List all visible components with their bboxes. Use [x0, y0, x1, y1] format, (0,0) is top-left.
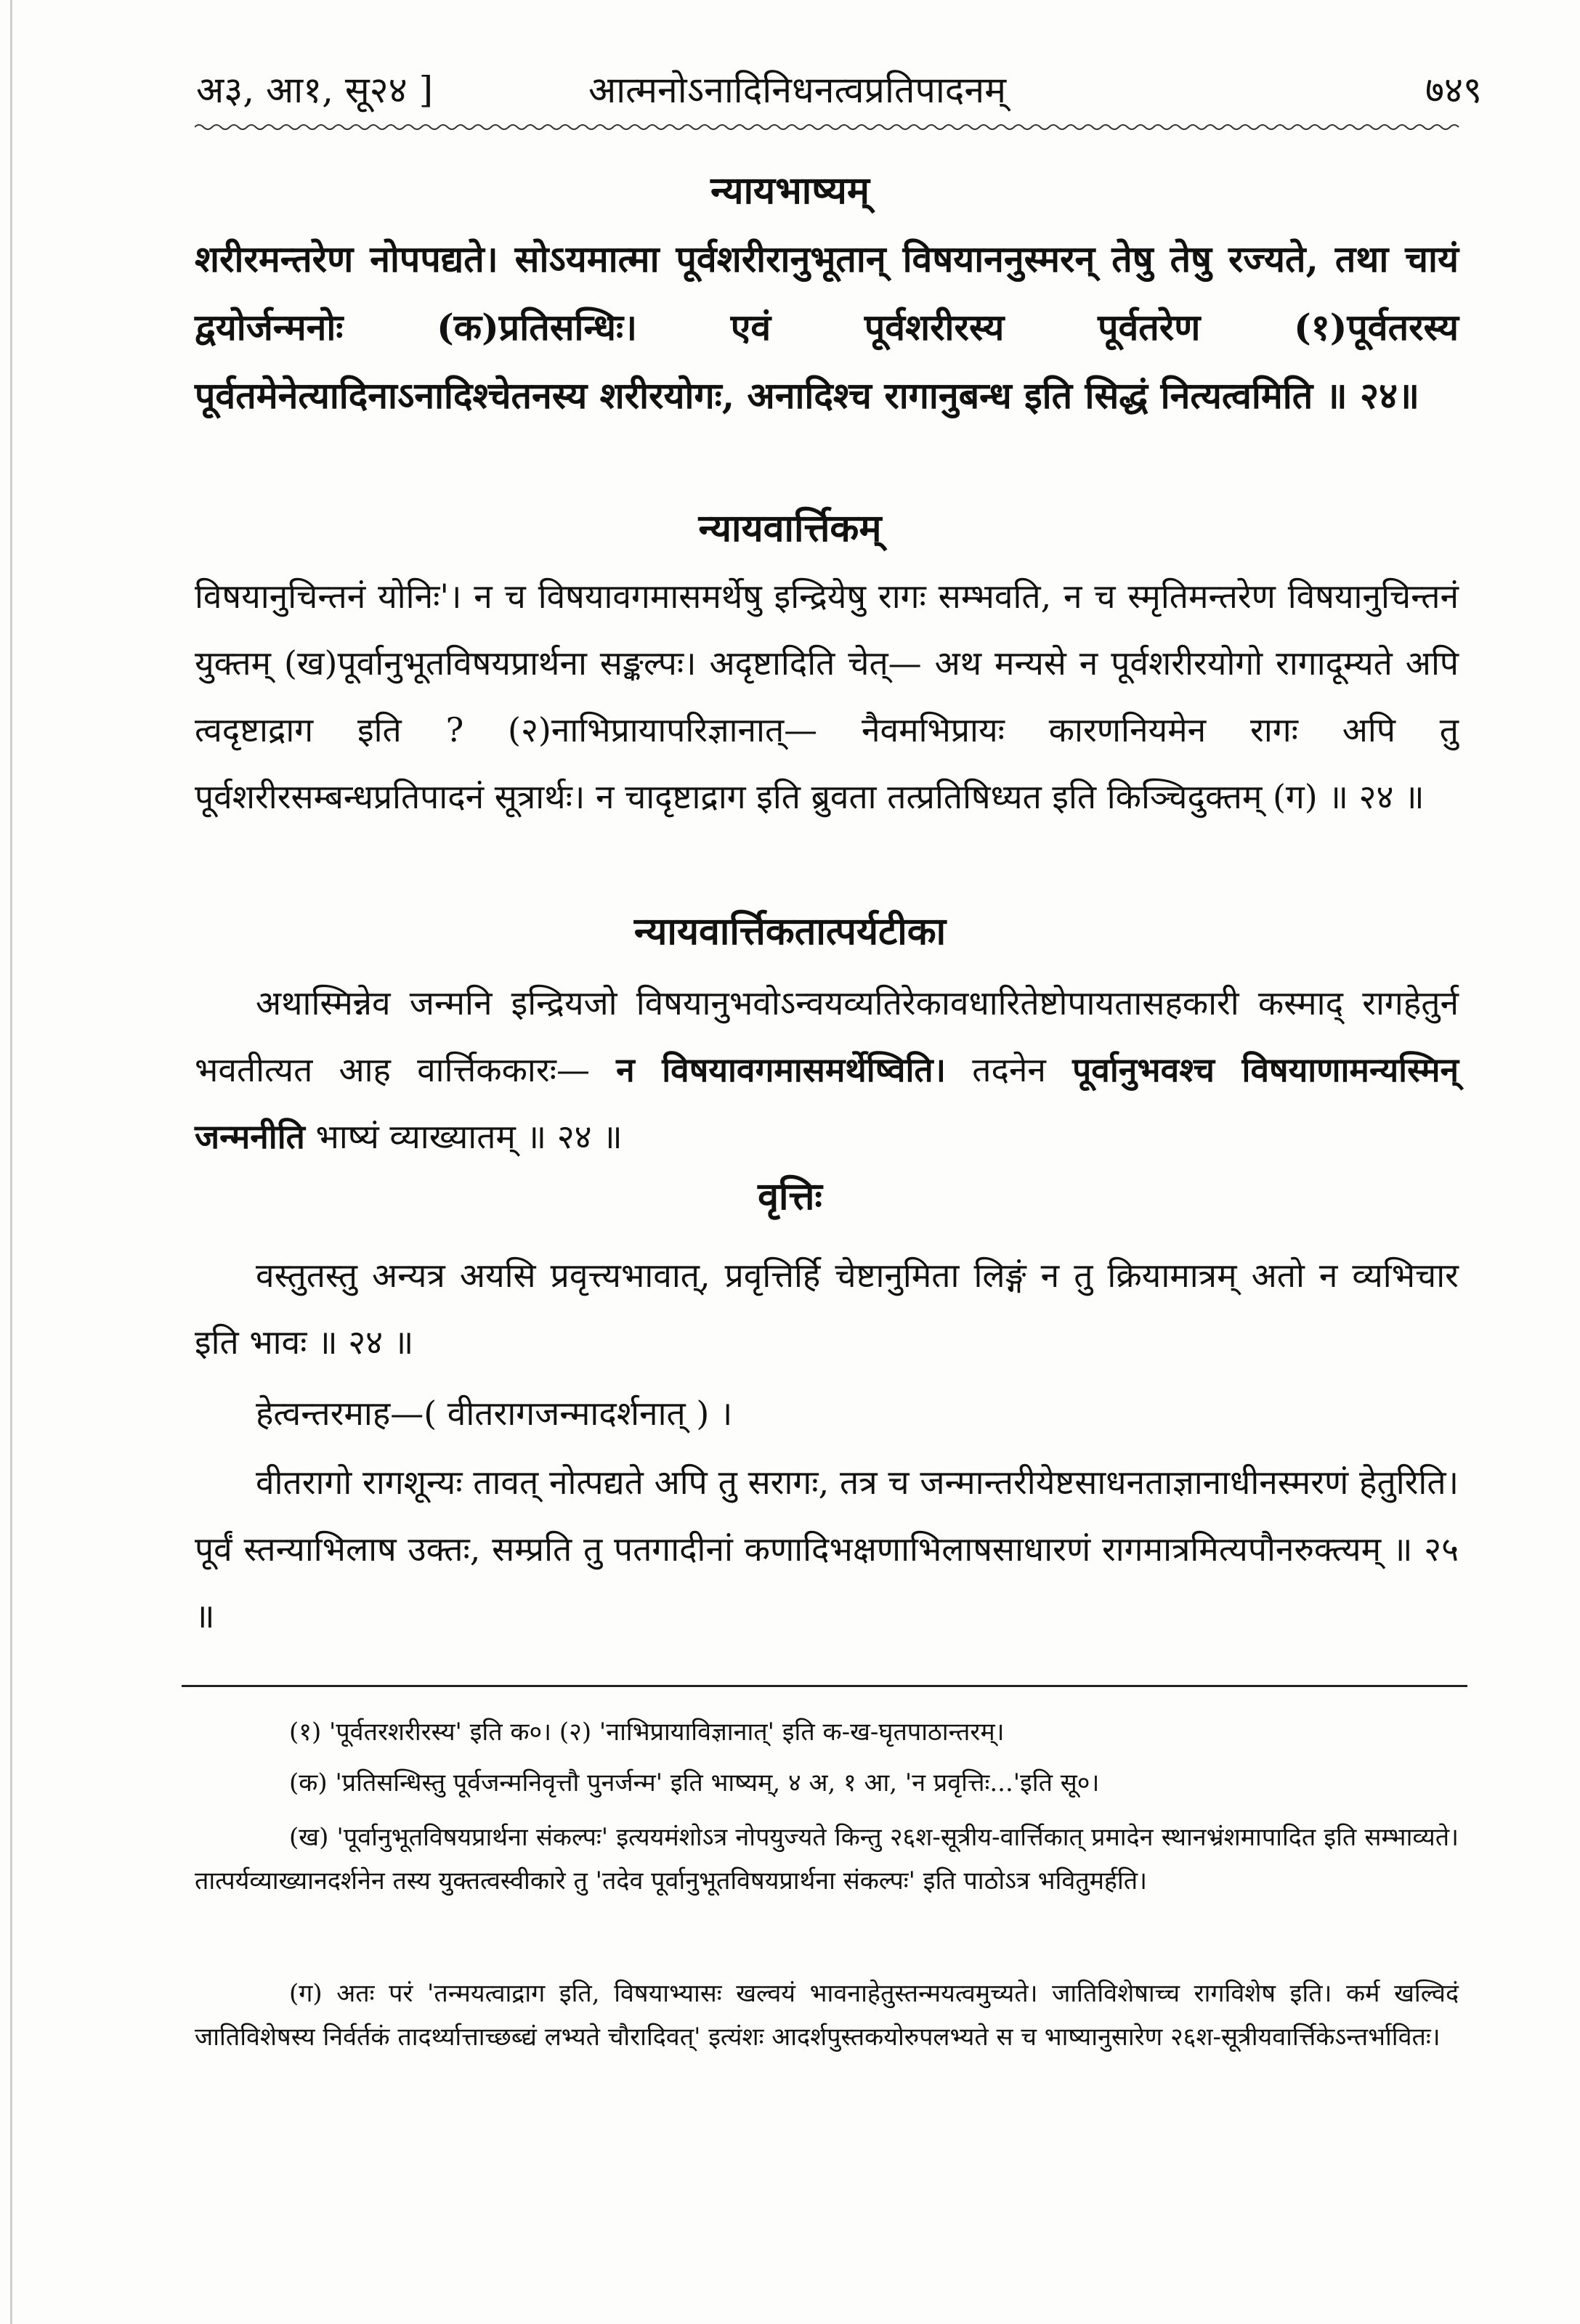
- wavy-rule: [195, 122, 1488, 132]
- tika-text: [195, 970, 1459, 1170]
- tika-text-regular: अथास्मिन्नेव जन्मनि इन्द्रियजो विषयानुभवोऽन्वयव्यतिरेकावधारितेष्टोपायतासहकारी कस्माद् रागहेतुर्न भवतीत्यत आह वार्त्तिककारः—: [195, 983, 1459, 1089]
- footnote-kha: (ख) 'पूर्वानुभूतविषयप्रार्थना संकल्पः' इत्ययमंशोऽत्र नोपयुज्यते किन्तु २६श-सूत्रीय-वार्त्तिकात् प्रमादेन स्थानभ्रंशमापादित इति सम्भाव्यते। तात्पर्यव्याख्यानदर्शनेन तस्य युक्तत्वस्वीकारे तु 'तदेव पूर्वानुभूतविषयप्रार्थना संकल्पः' इति पाठोऽत्र भवितुमर्हति।: [195, 1823, 1459, 1896]
- vritti-para-1: वस्तुतस्तु अन्यत्र अयसि प्रवृत्त्यभावात्, प्रवृत्तिर्हि चेष्टानुमिता लिङ्गं न तु क्रियामात्रम् अतो न व्यभिचार इति भावः ॥ २४ ॥: [195, 1256, 1459, 1362]
- footnote-ga: (ग) अतः परं 'तन्मयत्वाद्राग इति, विषयाभ्यासः खल्वयं भावनाहेतुस्तन्मयत्वमुच्यते। जातिविशेषाच्च रागविशेष इति। कर्म खल्विदं जातिविशेषस्य निर्वर्तकं तादर्थ्यात्ताच्छब्द्यं लभ्यते चौरादिवत्' इत्यंशः आदर्शपुस्तकयोरुपलभ्यते स च भाष्यानुसारेण २६श-सूत्रीयवार्त्तिकेऽन्तर्भावितः।: [195, 1979, 1459, 2052]
- section-title-vritti: वृत्तिः: [758, 1174, 822, 1219]
- header-reference: अ३, आ१, सू२४ ]: [196, 69, 434, 111]
- footnote-1: (१) 'पूर्वतरशरीरस्य' इति क०। (२) 'नाभिप्रायाविज्ञानात्' इति क-ख-घृतपाठान्तरम्।: [289, 1718, 1005, 1747]
- bhashya-text: शरीरमन्तरेण नोपपद्यते। सोऽयमात्मा पूर्वशरीरानुभूतान् विषयाननुस्मरन् तेषु तेषु रज्यते, तथा चायं द्वयोर्जन्मनोः (क)प्रतिसन्धिः। एवं पूर्वशरीरस्य पूर्वतरेण (१)पूर्वतरस्य पूर्वतमेनेत्यादिनाऽनादिश्चेतनस्य शरीरयोगः, अनादिश्च रागानुबन्ध इति सिद्धं नित्यत्वमिति ॥ २४॥: [195, 237, 1459, 417]
- section-title-vartika: न्यायवार्त्तिकम्: [698, 506, 882, 550]
- tika-quote: न विषयावगमासमर्थेष्विति।: [616, 1050, 947, 1089]
- running-header: [196, 51, 1482, 116]
- section-title-bhashya: न्यायभाष्यम्: [710, 168, 870, 213]
- tika-text-regular-2: तदनेन: [972, 1050, 1046, 1089]
- vartika-text: विषयानुचिन्तनं योनिः'। न च विषयावगमासमर्थेषु इन्द्रियेषु रागः सम्भवति, न च स्मृतिमन्तरेण विषयानुचिन्तनं युक्तम् (ख)पूर्वानुभूतविषयप्रार्थना सङ्कल्पः। अदृष्टादिति चेत्— अथ मन्यसे न पूर्वशरीरयोगो रागादूम्यते अपि त्वदृष्टाद्राग इति ? (२)नाभिप्रायापरिज्ञानात्— नैवमभिप्रायः कारणनियमेन रागः अपि तु पूर्वशरीरसम्बन्धप्रतिपादनं सूत्रार्थः। न चादृष्टाद्राग इति ब्रुवता तत्प्रतिषिध्यत इति किञ्चिदुक्तम् (ग) ॥ २४ ॥: [195, 577, 1459, 816]
- page-number: ७४९: [1425, 69, 1482, 111]
- section-title-tika: न्यायवार्त्तिकतात्पर्यटीका: [633, 909, 947, 954]
- scan-edge: [10, 0, 12, 2324]
- footnote-rule: [182, 1685, 1467, 1687]
- vritti-para-2: हेत्वन्तरमाह—( वीतरागजन्मादर्शनात् ) ।: [256, 1394, 733, 1433]
- footnote-ka: (क) 'प्रतिसन्धिस्तु पूर्वजन्मनिवृत्तौ पुनर्जन्म' इति भाष्यम्, ४ अ, १ आ, 'न प्रवृत्तिः...'इति सू०।: [289, 1768, 1100, 1797]
- tika-bold-line: पूर्वानुभवश्च विषयाणामन्यस्मिन् जन्मनीति: [195, 1050, 1459, 1156]
- vritti-para-3: वीतरागो रागशून्यः तावत् नोत्पद्यते अपि तु सरागः, तत्र च जन्मान्तरीयेष्टसाधनताज्ञानाधीनस्मरणं हेतुरिति। पूर्वं स्तन्याभिलाष उक्तः, सम्प्रति तु पतगादीनां कणादिभक्षणाभिलाषसाधारणं रागमात्रमित्यपौनरुक्त्यम् ॥ २५ ॥: [195, 1463, 1459, 1636]
- tika-text-end: भाष्यं व्याख्यातम् ॥ २४ ॥: [315, 1117, 623, 1156]
- header-title: आत्मनोऽनादिनिधनत्वप्रतिपादनम्: [588, 69, 1006, 111]
